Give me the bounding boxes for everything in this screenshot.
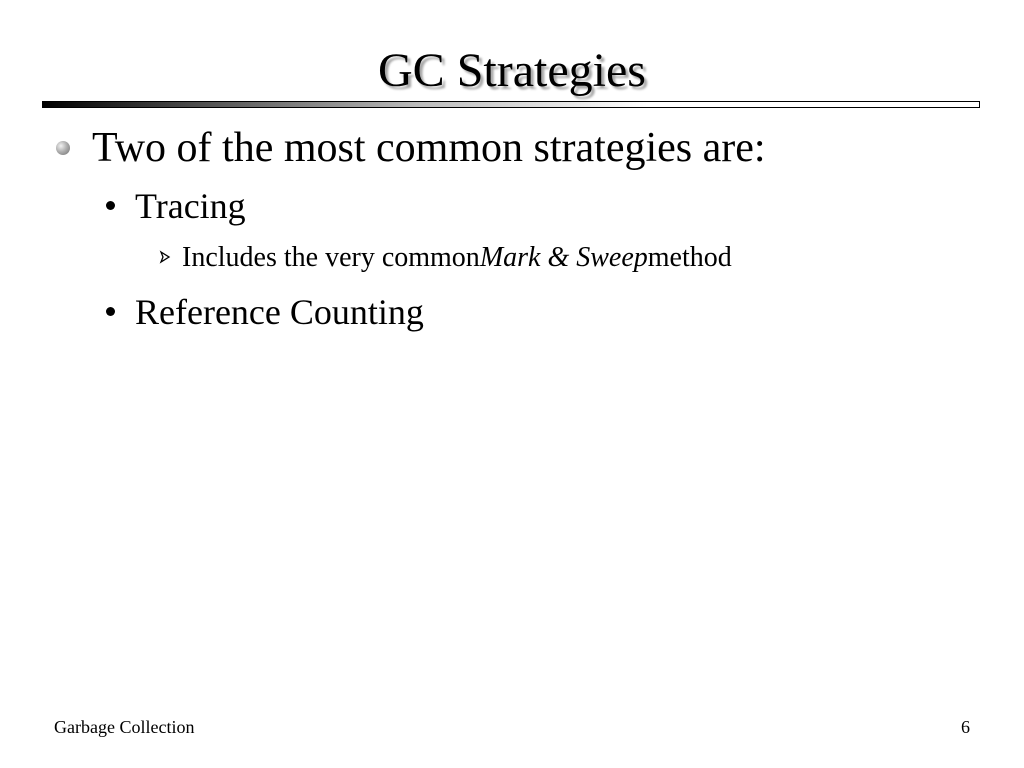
bullet-text-before: Includes the very common [182,242,480,273]
title-underline-bar [42,101,980,108]
bullet-level1 [56,122,766,174]
bullet-level2-tracing [106,184,246,228]
bullet-level3 [158,240,732,276]
slide-title: GC Strategies [378,44,646,97]
arrowhead-bullet-icon [158,250,172,264]
page-number: 6 [961,717,970,737]
black-dot-bullet-icon [106,307,115,316]
bullet-text: Tracing [135,186,246,226]
bullet-text-after: method [647,242,732,273]
black-dot-bullet-icon [106,201,115,210]
gray-sphere-bullet-icon [56,141,70,155]
bullet-text-emphasis: Mark & Sweep [479,242,648,273]
footer-text: Garbage Collection [54,717,195,737]
bullet-level2-reference-counting [106,290,424,334]
bullet-text: Reference Counting [135,292,424,332]
bullet-text: Two of the most common strategies are: [92,125,766,171]
